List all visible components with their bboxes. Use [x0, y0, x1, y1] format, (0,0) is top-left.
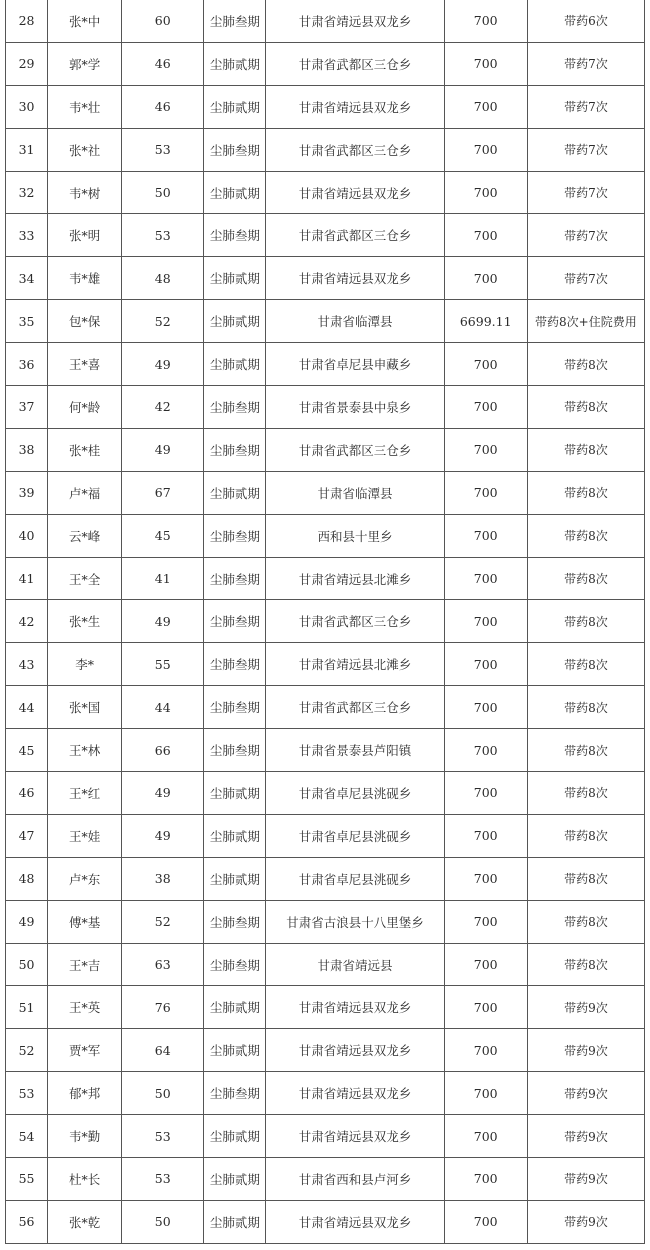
cell-stage: 尘肺叁期	[204, 643, 266, 686]
cell-stage: 尘肺叁期	[204, 514, 266, 557]
cell-number: 56	[6, 1200, 48, 1243]
cell-name: 郁*邦	[48, 1072, 122, 1115]
cell-note: 带药8次	[527, 557, 644, 600]
table-row	[6, 557, 645, 600]
cell-note: 带药8次	[527, 343, 644, 386]
table-row	[6, 171, 645, 214]
cell-note: 带药8次	[527, 428, 644, 471]
cell-address: 甘肃省靖远县双龙乡	[266, 171, 444, 214]
cell-number: 42	[6, 600, 48, 643]
table-body	[6, 0, 645, 1243]
cell-address: 甘肃省靖远县双龙乡	[266, 0, 444, 42]
cell-amount: 700	[444, 1072, 527, 1115]
table-row	[6, 343, 645, 386]
cell-name: 贾*军	[48, 1029, 122, 1072]
cell-note: 带药8次	[527, 471, 644, 514]
cell-name: 韦*壮	[48, 85, 122, 128]
cell-note: 带药9次	[527, 1072, 644, 1115]
cell-amount: 6699.11	[444, 300, 527, 343]
cell-name: 王*英	[48, 986, 122, 1029]
cell-note: 带药7次	[527, 128, 644, 171]
cell-age: 42	[122, 386, 204, 429]
cell-age: 45	[122, 514, 204, 557]
cell-address: 甘肃省靖远县	[266, 943, 444, 986]
cell-name: 张*明	[48, 214, 122, 257]
cell-name: 王*红	[48, 772, 122, 815]
cell-address: 甘肃省景泰县芦阳镇	[266, 729, 444, 772]
cell-note: 带药8次	[527, 729, 644, 772]
cell-name: 张*桂	[48, 428, 122, 471]
cell-name: 王*吉	[48, 943, 122, 986]
cell-note: 带药7次	[527, 42, 644, 85]
cell-address: 甘肃省卓尼县洮砚乡	[266, 772, 444, 815]
cell-amount: 700	[444, 128, 527, 171]
patient-table	[5, 0, 645, 1244]
cell-amount: 700	[444, 686, 527, 729]
cell-name: 王*娃	[48, 814, 122, 857]
cell-age: 49	[122, 428, 204, 471]
cell-stage: 尘肺叁期	[204, 386, 266, 429]
cell-stage: 尘肺贰期	[204, 1200, 266, 1243]
cell-stage: 尘肺叁期	[204, 943, 266, 986]
table-row	[6, 428, 645, 471]
cell-note: 带药7次	[527, 171, 644, 214]
cell-note: 带药9次	[527, 1115, 644, 1158]
cell-stage: 尘肺贰期	[204, 42, 266, 85]
cell-stage: 尘肺叁期	[204, 686, 266, 729]
cell-address: 甘肃省武都区三仓乡	[266, 128, 444, 171]
cell-amount: 700	[444, 900, 527, 943]
cell-amount: 700	[444, 1158, 527, 1201]
cell-stage: 尘肺贰期	[204, 986, 266, 1029]
cell-name: 傅*基	[48, 900, 122, 943]
cell-age: 46	[122, 42, 204, 85]
cell-amount: 700	[444, 1200, 527, 1243]
cell-amount: 700	[444, 1115, 527, 1158]
cell-stage: 尘肺贰期	[204, 471, 266, 514]
table-row	[6, 1115, 645, 1158]
cell-number: 48	[6, 857, 48, 900]
table-row	[6, 643, 645, 686]
table-row	[6, 85, 645, 128]
table-row	[6, 0, 645, 42]
cell-address: 甘肃省靖远县双龙乡	[266, 1115, 444, 1158]
cell-stage: 尘肺贰期	[204, 257, 266, 300]
cell-amount: 700	[444, 42, 527, 85]
cell-address: 甘肃省靖远县双龙乡	[266, 257, 444, 300]
cell-stage: 尘肺叁期	[204, 1072, 266, 1115]
cell-note: 带药8次	[527, 686, 644, 729]
cell-address: 甘肃省西和县卢河乡	[266, 1158, 444, 1201]
cell-stage: 尘肺贰期	[204, 814, 266, 857]
cell-age: 52	[122, 900, 204, 943]
cell-amount: 700	[444, 986, 527, 1029]
cell-number: 36	[6, 343, 48, 386]
cell-name: 何*龄	[48, 386, 122, 429]
cell-number: 28	[6, 0, 48, 42]
cell-amount: 700	[444, 214, 527, 257]
cell-name: 卢*福	[48, 471, 122, 514]
cell-stage: 尘肺叁期	[204, 0, 266, 42]
cell-address: 甘肃省卓尼县洮砚乡	[266, 814, 444, 857]
cell-note: 带药8次	[527, 772, 644, 815]
cell-number: 49	[6, 900, 48, 943]
cell-note: 带药8次+住院费用	[527, 300, 644, 343]
cell-address: 甘肃省景泰县中泉乡	[266, 386, 444, 429]
cell-age: 53	[122, 1115, 204, 1158]
cell-stage: 尘肺贰期	[204, 1115, 266, 1158]
cell-address: 甘肃省靖远县北滩乡	[266, 557, 444, 600]
cell-note: 带药8次	[527, 514, 644, 557]
cell-name: 王*全	[48, 557, 122, 600]
cell-age: 53	[122, 214, 204, 257]
cell-amount: 700	[444, 814, 527, 857]
table-row	[6, 1200, 645, 1243]
cell-number: 45	[6, 729, 48, 772]
cell-amount: 700	[444, 1029, 527, 1072]
table-row	[6, 600, 645, 643]
cell-stage: 尘肺贰期	[204, 343, 266, 386]
cell-age: 53	[122, 128, 204, 171]
cell-age: 49	[122, 600, 204, 643]
cell-age: 64	[122, 1029, 204, 1072]
cell-address: 甘肃省靖远县北滩乡	[266, 643, 444, 686]
cell-amount: 700	[444, 171, 527, 214]
table-row	[6, 471, 645, 514]
cell-amount: 700	[444, 386, 527, 429]
cell-note: 带药7次	[527, 257, 644, 300]
table-row	[6, 42, 645, 85]
cell-amount: 700	[444, 428, 527, 471]
cell-note: 带药8次	[527, 643, 644, 686]
cell-stage: 尘肺贰期	[204, 772, 266, 815]
cell-age: 49	[122, 814, 204, 857]
cell-name: 王*喜	[48, 343, 122, 386]
cell-number: 47	[6, 814, 48, 857]
cell-age: 66	[122, 729, 204, 772]
table-row	[6, 1072, 645, 1115]
cell-address: 甘肃省卓尼县洮砚乡	[266, 857, 444, 900]
cell-amount: 700	[444, 772, 527, 815]
cell-amount: 700	[444, 600, 527, 643]
cell-number: 44	[6, 686, 48, 729]
cell-amount: 700	[444, 943, 527, 986]
cell-note: 带药6次	[527, 0, 644, 42]
cell-address: 甘肃省武都区三仓乡	[266, 214, 444, 257]
cell-address: 甘肃省武都区三仓乡	[266, 686, 444, 729]
cell-note: 带药8次	[527, 814, 644, 857]
table-row	[6, 257, 645, 300]
cell-number: 34	[6, 257, 48, 300]
cell-amount: 700	[444, 514, 527, 557]
cell-amount: 700	[444, 557, 527, 600]
cell-number: 39	[6, 471, 48, 514]
cell-stage: 尘肺贰期	[204, 1029, 266, 1072]
cell-number: 52	[6, 1029, 48, 1072]
cell-amount: 700	[444, 857, 527, 900]
table-row	[6, 128, 645, 171]
table-row	[6, 814, 645, 857]
cell-note: 带药9次	[527, 1200, 644, 1243]
cell-name: 包*保	[48, 300, 122, 343]
cell-age: 60	[122, 0, 204, 42]
table-row	[6, 686, 645, 729]
cell-note: 带药8次	[527, 386, 644, 429]
cell-address: 西和县十里乡	[266, 514, 444, 557]
cell-stage: 尘肺叁期	[204, 128, 266, 171]
cell-amount: 700	[444, 85, 527, 128]
cell-number: 53	[6, 1072, 48, 1115]
cell-number: 38	[6, 428, 48, 471]
cell-age: 52	[122, 300, 204, 343]
cell-name: 韦*雄	[48, 257, 122, 300]
cell-stage: 尘肺贰期	[204, 171, 266, 214]
cell-stage: 尘肺贰期	[204, 857, 266, 900]
cell-address: 甘肃省靖远县双龙乡	[266, 1072, 444, 1115]
cell-address: 甘肃省靖远县双龙乡	[266, 1029, 444, 1072]
cell-name: 云*峰	[48, 514, 122, 557]
cell-amount: 700	[444, 257, 527, 300]
table-row	[6, 386, 645, 429]
cell-note: 带药8次	[527, 600, 644, 643]
cell-address: 甘肃省武都区三仓乡	[266, 42, 444, 85]
cell-address: 甘肃省卓尼县申藏乡	[266, 343, 444, 386]
table-row	[6, 1029, 645, 1072]
table-row	[6, 857, 645, 900]
cell-number: 43	[6, 643, 48, 686]
cell-address: 甘肃省临潭县	[266, 300, 444, 343]
table-row	[6, 300, 645, 343]
cell-address: 甘肃省古浪县十八里堡乡	[266, 900, 444, 943]
cell-age: 48	[122, 257, 204, 300]
cell-age: 55	[122, 643, 204, 686]
cell-age: 53	[122, 1158, 204, 1201]
cell-amount: 700	[444, 343, 527, 386]
cell-stage: 尘肺贰期	[204, 300, 266, 343]
cell-age: 49	[122, 343, 204, 386]
cell-number: 55	[6, 1158, 48, 1201]
cell-number: 29	[6, 42, 48, 85]
table-row	[6, 900, 645, 943]
cell-number: 35	[6, 300, 48, 343]
table-row	[6, 214, 645, 257]
cell-note: 带药9次	[527, 1029, 644, 1072]
cell-name: 张*社	[48, 128, 122, 171]
cell-note: 带药9次	[527, 1158, 644, 1201]
cell-age: 63	[122, 943, 204, 986]
cell-name: 张*乾	[48, 1200, 122, 1243]
cell-note: 带药9次	[527, 986, 644, 1029]
cell-amount: 700	[444, 729, 527, 772]
cell-age: 49	[122, 772, 204, 815]
cell-stage: 尘肺叁期	[204, 428, 266, 471]
cell-age: 46	[122, 85, 204, 128]
cell-number: 37	[6, 386, 48, 429]
cell-age: 41	[122, 557, 204, 600]
cell-stage: 尘肺贰期	[204, 1158, 266, 1201]
cell-stage: 尘肺叁期	[204, 600, 266, 643]
cell-stage: 尘肺贰期	[204, 85, 266, 128]
table-row	[6, 514, 645, 557]
cell-address: 甘肃省靖远县双龙乡	[266, 85, 444, 128]
cell-stage: 尘肺叁期	[204, 214, 266, 257]
cell-amount: 700	[444, 643, 527, 686]
cell-address: 甘肃省武都区三仓乡	[266, 428, 444, 471]
cell-name: 李*	[48, 643, 122, 686]
cell-name: 张*国	[48, 686, 122, 729]
cell-address: 甘肃省临潭县	[266, 471, 444, 514]
cell-number: 30	[6, 85, 48, 128]
cell-number: 40	[6, 514, 48, 557]
cell-name: 韦*勤	[48, 1115, 122, 1158]
cell-stage: 尘肺叁期	[204, 900, 266, 943]
cell-name: 张*中	[48, 0, 122, 42]
cell-note: 带药7次	[527, 214, 644, 257]
cell-stage: 尘肺叁期	[204, 729, 266, 772]
table-row	[6, 729, 645, 772]
cell-number: 54	[6, 1115, 48, 1158]
cell-age: 50	[122, 171, 204, 214]
cell-name: 王*林	[48, 729, 122, 772]
cell-number: 32	[6, 171, 48, 214]
cell-amount: 700	[444, 471, 527, 514]
cell-note: 带药8次	[527, 857, 644, 900]
table-row	[6, 772, 645, 815]
cell-name: 韦*树	[48, 171, 122, 214]
cell-age: 67	[122, 471, 204, 514]
cell-age: 44	[122, 686, 204, 729]
cell-note: 带药8次	[527, 900, 644, 943]
cell-number: 51	[6, 986, 48, 1029]
cell-address: 甘肃省靖远县双龙乡	[266, 1200, 444, 1243]
cell-age: 38	[122, 857, 204, 900]
cell-name: 张*生	[48, 600, 122, 643]
cell-age: 50	[122, 1200, 204, 1243]
cell-address: 甘肃省武都区三仓乡	[266, 600, 444, 643]
table-row	[6, 943, 645, 986]
cell-name: 郭*学	[48, 42, 122, 85]
cell-age: 76	[122, 986, 204, 1029]
cell-address: 甘肃省靖远县双龙乡	[266, 986, 444, 1029]
cell-number: 33	[6, 214, 48, 257]
cell-name: 杜*长	[48, 1158, 122, 1201]
cell-age: 50	[122, 1072, 204, 1115]
cell-name: 卢*东	[48, 857, 122, 900]
cell-note: 带药8次	[527, 943, 644, 986]
cell-amount: 700	[444, 0, 527, 42]
cell-note: 带药7次	[527, 85, 644, 128]
cell-number: 46	[6, 772, 48, 815]
cell-number: 41	[6, 557, 48, 600]
table-row	[6, 1158, 645, 1201]
table-row	[6, 986, 645, 1029]
cell-stage: 尘肺叁期	[204, 557, 266, 600]
cell-number: 50	[6, 943, 48, 986]
cell-number: 31	[6, 128, 48, 171]
